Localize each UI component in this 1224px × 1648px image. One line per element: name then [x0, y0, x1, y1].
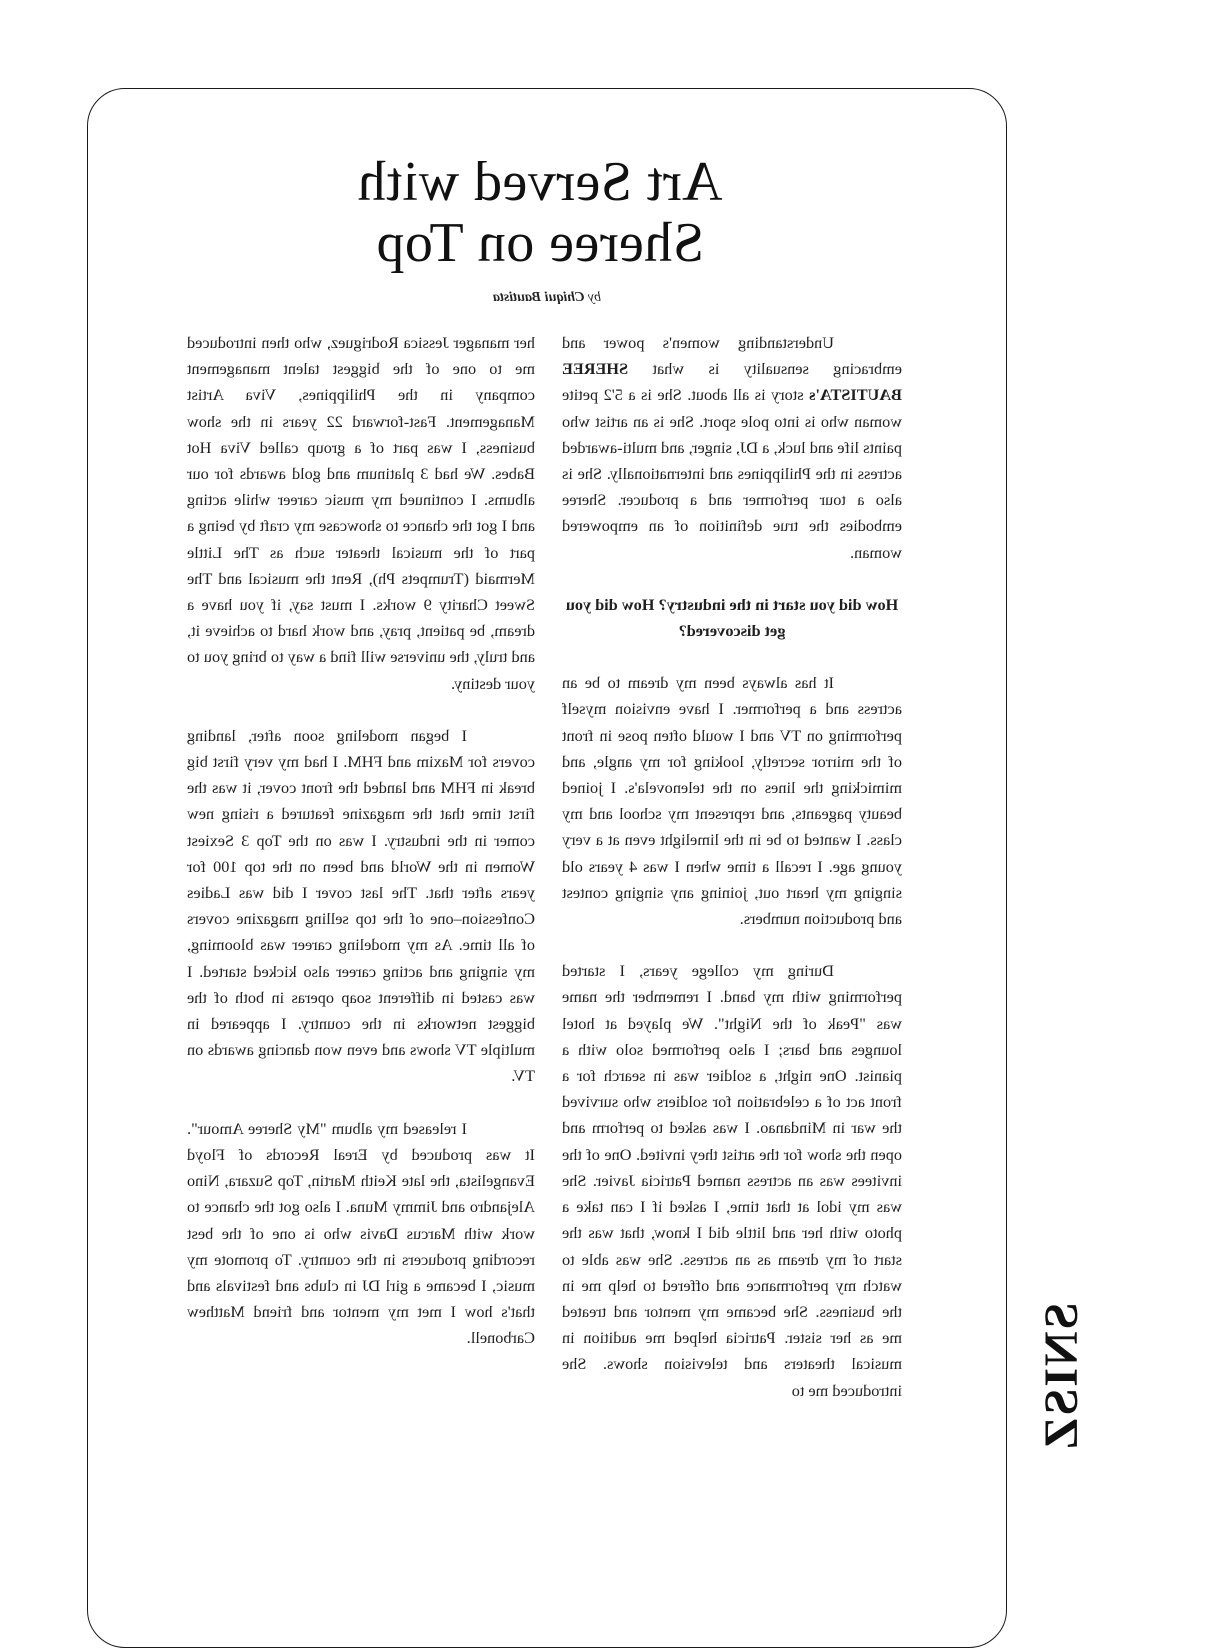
- intro-text-a: Understanding women's power and embracing sensuality is what: [562, 333, 902, 379]
- answer-paragraph-2: During my college years, I started performing with my band. I remember the name was "Peak of the Night". We played at hotel lounges and bars; I also performed solo with a pianist. One night, a soldier was in search for a front act of a celebration for soldiers who survived the war in Mindanao. I was asked to perform and open the show for the artist they invited. One of the invitees was an actress named Patricia Javier. She was my idol at that time, I asked if I can take a photo with her and little did I know, that was the start of my dream as an actress. She was able to watch my performance and offered to help me in the business. She became my mentor and treated me as her sister. Patricia helped me audition in musical theaters and television shows. She introduced me to: [562, 961, 902, 1400]
- byline: [467, 289, 627, 307]
- continued-paragraph: her manager Jessica Rodriguez, who then introduced me to one of the biggest talent management company in the Philippines, Viva Artist Management. Fast-forward 22 years in the show business, I was part of a group called Viva Hot Babes. We had 3 platinum and gold awards for our albums. I continued my music career while acting and I got the chance to showcase my craft by being a part of the musical theater such as The Little Mermaid (Trumpets Ph), Rent the musical and The Sweet Charity 9 works. I must say, if you have a dream, be patient, pray, and work hard to achieve it, and truly, the universe will find a way to bring you to your destiny.: [187, 333, 535, 693]
- title-line-1: Art Served with: [357, 151, 723, 213]
- article-column-right: [187, 330, 535, 1378]
- intro-subject-name: SHEREE BAUTISTA's: [562, 359, 902, 405]
- intro-paragraph: [562, 330, 902, 566]
- intro-text-b: story is all about. She is a 5'2 petite woman who is into pole sport. She is an artist who paints life and luck, a DJ, singer, and multi-awarded actress in the Philippines and internationally. She is also a tour performer and a producer. Sheree embodies the true definition of an empowered woman.: [562, 385, 902, 562]
- byline-author: Chiqui Bautista: [492, 290, 585, 305]
- article-title: [330, 152, 750, 274]
- byline-prefix: by: [587, 290, 602, 305]
- answer-paragraph-4: I released my album "My Sheree Amour". It was produced by Ereal Records of Floyd Evangelista, the late Keith Martin, Top Suzara, Nino Alejandro and Jimmy Muna. I also got the chance to work with Marcus Davis who is one of the best recording producers in the country. To promote my music, I became a girl DJ in clubs and festivals and that's how I met my mentor and friend Matthew Carbonell.: [187, 1118, 535, 1348]
- interview-question: How did you start in the industry? How did you get discovered?: [565, 594, 899, 641]
- answer-paragraph-3: I began modeling soon after, landing covers for Maxim and FHM. I had my very first big break in FHM and landed the front cover, it was the first time that the magazine featured a rising new comer in the industry. I was on the Top 3 Sexiest Women in the World and been on the top 100 for years after that. The last cover I did was Ladies Confession–one of the top selling magazine covers of all time. As my modeling career was blooming, my singing and acting career also kicked started. I was casted in different soap operas in both of the biggest networks in the country. I appeared in multiple TV shows and even won dancing awards on TV.: [187, 725, 535, 1086]
- article-column-left: [562, 330, 902, 1430]
- title-line-2: Sheree on Top: [375, 212, 705, 274]
- magazine-brand-mark: [1035, 1302, 1088, 1452]
- answer-paragraph-1: It has always been my dream to be an actress and a performer. I have envision myself performing on TV and I would often pose in front of the mirror secretly, looking for my angle, and mimicking the lines on the telenovela's. I joined beauty pageants, and represent my school and my class. I wanted to be in the limelight even at a very young age. I recall a time when I was 4 years old singing my heart out, joining any singing contest and production numbers.: [562, 673, 902, 929]
- brand-name: SNISZ: [1035, 1302, 1088, 1452]
